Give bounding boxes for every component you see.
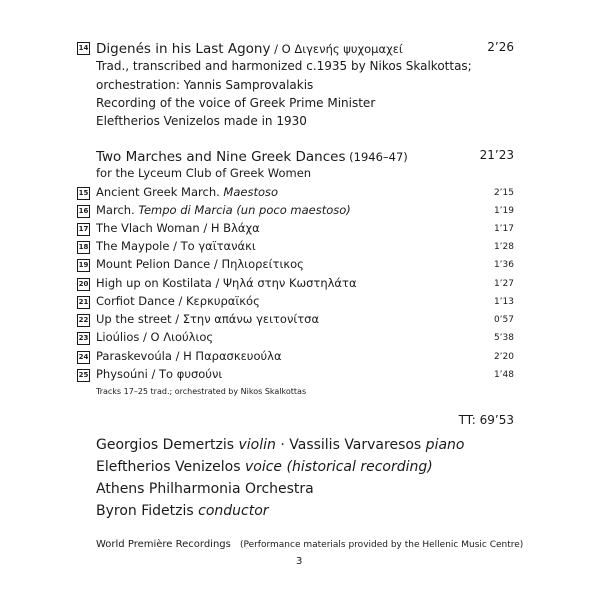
track14-title: Digenés in his Last Agony [96,41,271,57]
track-number-25: 25 [77,369,90,382]
track-title: Lioúlios / Ο Λιούλιος [96,330,214,344]
track-row [96,349,282,363]
track-number-16: 16 [77,205,90,218]
suite-duration: 21’23 [479,148,514,162]
track-duration: 0’57 [493,315,514,325]
track-title: Ancient Greek March. [96,185,224,199]
track-title: The Vlach Woman / Η Βλάχα [96,221,260,235]
total-time: TT: 69’53 [458,413,514,427]
premiere-label: World Première Recordings [96,539,231,550]
performer-separator: · [275,437,290,453]
track-duration: 1’36 [493,260,514,270]
voice-name: Eleftherios Venizelos [96,459,241,475]
track-title: High up on Kostilata / Ψηλά στην Κωστηλάτα [96,276,357,290]
suite-heading [96,146,408,165]
track-row [96,330,213,344]
track-title: March. [96,203,139,217]
track-duration: 1’19 [493,206,514,216]
track-tempo: Maestoso [223,185,279,199]
track-row [96,312,319,326]
track-duration: 1’27 [493,279,514,289]
track-number-21: 21 [77,296,90,309]
track-duration: 2’20 [493,352,514,362]
performers-line-4 [96,503,269,519]
track-number-23: 23 [77,332,90,345]
voice-role: voice (historical recording) [240,459,433,475]
suite-title: Two Marches and Nine Greek Dances [96,149,346,165]
track14-line-3: Recording of the voice of Greek Prime Minister [96,96,376,110]
track14-heading [96,38,403,57]
pianist-name: Vassilis Varvaresos [289,437,422,453]
premiere-line [96,532,523,551]
track-duration: 1’28 [493,242,514,252]
track-number-17: 17 [77,223,90,236]
track-row [96,367,222,381]
track-row [96,221,260,235]
materials-credit: (Performance materials provided by the Hellenic Music Centre) [239,540,524,550]
track-title: Paraskevoúla / Η Παρασκευούλα [96,349,282,363]
track14-subtitle: / Ο Διγενής ψυχομαχεί [270,42,403,56]
track-row [96,276,357,290]
track-row [96,185,278,199]
track-duration: 1’48 [493,370,514,380]
track-number-15: 15 [77,187,90,200]
track14-duration: 2’26 [487,40,514,54]
performers-line-1 [96,437,464,453]
track-number-14: 14 [77,42,90,55]
track-title: Up the street / Στην απάνω γειτονίτσα [96,312,320,326]
track-title: The Maypole / Το γαϊτανάκι [96,239,256,253]
track-row [96,257,304,271]
suite-note: Tracks 17–25 trad.; orchestrated by Nikos Skalkottas [96,387,307,396]
track-title: Corfiot Dance / Κερκυραϊκός [96,294,260,308]
suite-years: (1946–47) [345,150,408,164]
violinist-name: Georgios Demertzis [96,437,235,453]
track-title: Mount Pelion Dance / Πηλιορείτικος [96,257,304,271]
track-tempo: Tempo di Marcia (un poco maestoso) [138,203,351,217]
track-number-20: 20 [77,278,90,291]
conductor-name: Byron Fidetzis [96,503,194,519]
track-number-19: 19 [77,259,90,272]
conductor-role: conductor [193,503,269,519]
track-row [96,203,351,217]
performers-line-2 [96,459,433,475]
track14-line-2: orchestration: Yannis Samprovalakis [96,78,314,92]
track-number-22: 22 [77,314,90,327]
track-number-18: 18 [77,241,90,254]
page-number: 3 [296,556,303,567]
track-row [96,239,256,253]
orchestra-name: Athens Philharmonia Orchestra [96,481,314,497]
track-row [96,294,260,308]
pianist-role: piano [421,437,465,453]
track-title: Physoúni / Το φυσούνι [96,367,223,381]
track-number-24: 24 [77,351,90,364]
track14-line-1: Trad., transcribed and harmonized c.1935 by Nikos Skalkottas; [96,59,472,73]
track-duration: 1’17 [493,224,514,234]
track-duration: 1’13 [493,297,514,307]
violinist-role: violin [234,437,276,453]
track-duration: 5’38 [493,333,514,343]
track-duration: 2’15 [493,188,514,198]
track14-line-4: Eleftherios Venizelos made in 1930 [96,114,307,128]
suite-dedication: for the Lyceum Club of Greek Women [96,166,312,180]
